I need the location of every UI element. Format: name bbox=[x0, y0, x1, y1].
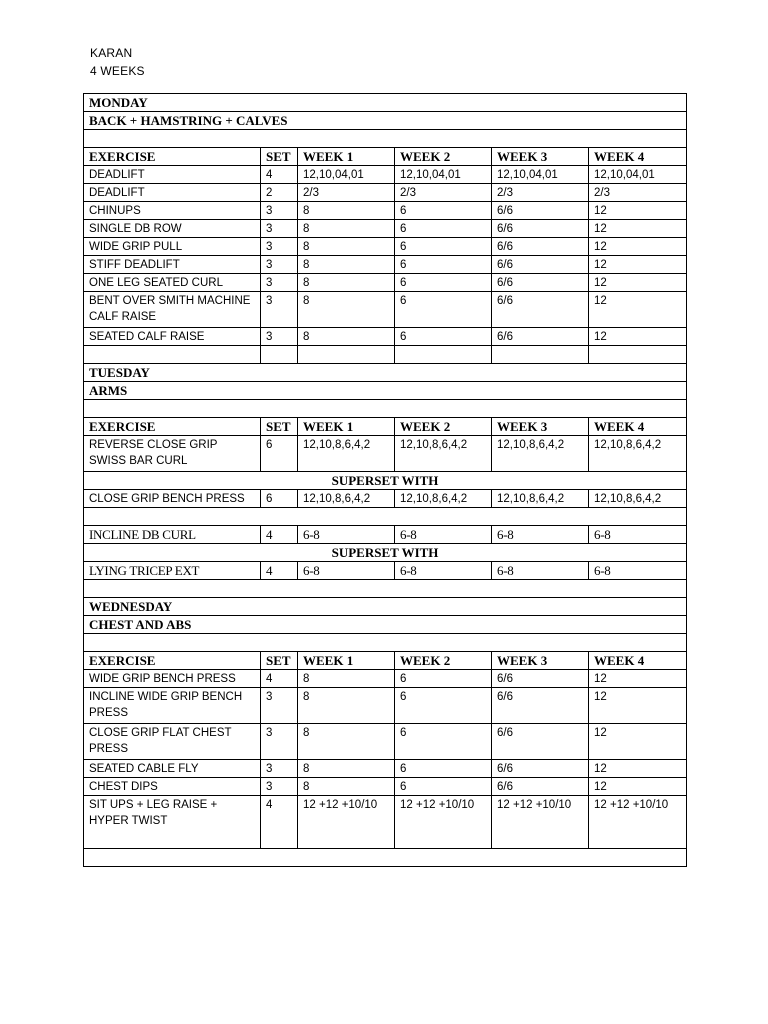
program-duration: 4 WEEKS bbox=[90, 64, 145, 78]
header-week-2: WEEK 2 bbox=[395, 652, 492, 670]
cell-week-4: 12 bbox=[589, 202, 687, 220]
cell-week-1: 12,10,04,01 bbox=[298, 166, 395, 184]
section-title: BACK + HAMSTRING + CALVES bbox=[84, 112, 687, 130]
cell-exercise: DEADLIFT bbox=[84, 166, 261, 184]
cell-week-1: 8 bbox=[298, 238, 395, 256]
cell-set: 3 bbox=[261, 220, 298, 238]
cell-week-1: 8 bbox=[298, 670, 395, 688]
day-section-row bbox=[84, 112, 687, 130]
cell-week-3: 6/6 bbox=[492, 220, 589, 238]
cell-week-2: 6 bbox=[395, 256, 492, 274]
cell-set: 6 bbox=[261, 490, 298, 508]
cell-week-1: 8 bbox=[298, 328, 395, 346]
cell-week-2: 6 bbox=[395, 292, 492, 328]
cell-week-3: 2/3 bbox=[492, 184, 589, 202]
cell-set: 4 bbox=[261, 562, 298, 580]
cell-exercise bbox=[84, 346, 261, 364]
cell-exercise: CHINUPS bbox=[84, 202, 261, 220]
exercise-row bbox=[84, 328, 687, 346]
blank-cell bbox=[84, 634, 687, 652]
exercise-row bbox=[84, 346, 687, 364]
cell-set: 6 bbox=[261, 436, 298, 472]
cell-week-3: 6/6 bbox=[492, 778, 589, 796]
exercise-row bbox=[84, 490, 687, 508]
superset-row bbox=[84, 472, 687, 490]
blank-row bbox=[84, 400, 687, 418]
cell-week-3: 6/6 bbox=[492, 328, 589, 346]
workout-table bbox=[83, 93, 687, 867]
exercise-row bbox=[84, 256, 687, 274]
exercise-row bbox=[84, 220, 687, 238]
blank-row bbox=[84, 849, 687, 867]
cell-week-1: 8 bbox=[298, 220, 395, 238]
cell-week-2: 6 bbox=[395, 274, 492, 292]
cell-set: 3 bbox=[261, 760, 298, 778]
exercise-row bbox=[84, 526, 687, 544]
cell-week-2: 6 bbox=[395, 778, 492, 796]
header-week-1: WEEK 1 bbox=[298, 418, 395, 436]
exercise-row bbox=[84, 436, 687, 472]
cell-week-3: 12,10,8,6,4,2 bbox=[492, 490, 589, 508]
cell-week-1: 12,10,8,6,4,2 bbox=[298, 436, 395, 472]
cell-week-2: 12,10,04,01 bbox=[395, 166, 492, 184]
cell-week-2: 6-8 bbox=[395, 526, 492, 544]
cell-week-1: 8 bbox=[298, 274, 395, 292]
cell-set: 3 bbox=[261, 688, 298, 724]
cell-set: 4 bbox=[261, 796, 298, 849]
cell-week-3: 6/6 bbox=[492, 274, 589, 292]
cell-week-2: 12,10,8,6,4,2 bbox=[395, 436, 492, 472]
cell-exercise: INCLINE WIDE GRIP BENCH PRESS bbox=[84, 688, 261, 724]
cell-week-1: 8 bbox=[298, 778, 395, 796]
header-week-1: WEEK 1 bbox=[298, 652, 395, 670]
cell-week-3: 6/6 bbox=[492, 256, 589, 274]
cell-week-2: 12 +12 +10/10 bbox=[395, 796, 492, 849]
cell-set: 3 bbox=[261, 256, 298, 274]
cell-week-2 bbox=[395, 346, 492, 364]
cell-week-4: 12 bbox=[589, 328, 687, 346]
cell-week-1: 8 bbox=[298, 202, 395, 220]
cell-set: 3 bbox=[261, 274, 298, 292]
cell-week-1: 8 bbox=[298, 256, 395, 274]
cell-week-4 bbox=[589, 346, 687, 364]
section-title: TUESDAY bbox=[84, 364, 687, 382]
cell-week-2: 12,10,8,6,4,2 bbox=[395, 490, 492, 508]
cell-week-3: 12,10,04,01 bbox=[492, 166, 589, 184]
cell-week-4: 2/3 bbox=[589, 184, 687, 202]
blank-cell bbox=[84, 580, 687, 598]
cell-week-4: 6-8 bbox=[589, 526, 687, 544]
cell-week-1: 2/3 bbox=[298, 184, 395, 202]
cell-week-2: 6 bbox=[395, 688, 492, 724]
cell-week-1: 6-8 bbox=[298, 526, 395, 544]
header-week-3: WEEK 3 bbox=[492, 148, 589, 166]
cell-exercise: DEADLIFT bbox=[84, 184, 261, 202]
blank-row bbox=[84, 130, 687, 148]
cell-week-3: 12 +12 +10/10 bbox=[492, 796, 589, 849]
cell-set: 4 bbox=[261, 526, 298, 544]
cell-week-4: 12 bbox=[589, 670, 687, 688]
cell-week-3: 12,10,8,6,4,2 bbox=[492, 436, 589, 472]
cell-exercise: SEATED CALF RAISE bbox=[84, 328, 261, 346]
cell-week-3: 6/6 bbox=[492, 760, 589, 778]
cell-week-4: 12,10,04,01 bbox=[589, 166, 687, 184]
cell-set: 3 bbox=[261, 202, 298, 220]
header-week-3: WEEK 3 bbox=[492, 652, 589, 670]
cell-week-2: 6 bbox=[395, 220, 492, 238]
cell-week-1: 8 bbox=[298, 760, 395, 778]
exercise-row bbox=[84, 238, 687, 256]
cell-exercise: SINGLE DB ROW bbox=[84, 220, 261, 238]
exercise-row bbox=[84, 670, 687, 688]
cell-exercise: SEATED CABLE FLY bbox=[84, 760, 261, 778]
exercise-row bbox=[84, 184, 687, 202]
header-set: SET bbox=[261, 652, 298, 670]
section-title: MONDAY bbox=[84, 94, 687, 112]
superset-label: SUPERSET WITH bbox=[84, 472, 687, 490]
exercise-row bbox=[84, 166, 687, 184]
cell-week-1: 6-8 bbox=[298, 562, 395, 580]
cell-exercise: LYING TRICEP EXT bbox=[84, 562, 261, 580]
day-section-row bbox=[84, 94, 687, 112]
cell-exercise: CHEST DIPS bbox=[84, 778, 261, 796]
cell-week-4: 12 bbox=[589, 292, 687, 328]
header-exercise: EXERCISE bbox=[84, 148, 261, 166]
client-name: KARAN bbox=[90, 46, 133, 60]
cell-week-4: 12 +12 +10/10 bbox=[589, 796, 687, 849]
section-title: CHEST AND ABS bbox=[84, 616, 687, 634]
cell-week-3: 6-8 bbox=[492, 562, 589, 580]
cell-exercise: CLOSE GRIP BENCH PRESS bbox=[84, 490, 261, 508]
day-section-row bbox=[84, 616, 687, 634]
cell-week-4: 12,10,8,6,4,2 bbox=[589, 436, 687, 472]
blank-row bbox=[84, 508, 687, 526]
day-section-row bbox=[84, 382, 687, 400]
cell-week-2: 6 bbox=[395, 670, 492, 688]
cell-exercise: INCLINE DB CURL bbox=[84, 526, 261, 544]
cell-week-2: 6 bbox=[395, 238, 492, 256]
cell-set: 2 bbox=[261, 184, 298, 202]
cell-week-1: 12 +12 +10/10 bbox=[298, 796, 395, 849]
header-week-1: WEEK 1 bbox=[298, 148, 395, 166]
blank-cell bbox=[84, 849, 687, 867]
cell-week-3: 6/6 bbox=[492, 688, 589, 724]
cell-exercise: STIFF DEADLIFT bbox=[84, 256, 261, 274]
cell-exercise: WIDE GRIP PULL bbox=[84, 238, 261, 256]
cell-week-4: 12 bbox=[589, 220, 687, 238]
superset-label: SUPERSET WITH bbox=[84, 544, 687, 562]
cell-week-1: 8 bbox=[298, 292, 395, 328]
cell-set bbox=[261, 346, 298, 364]
cell-week-4: 12 bbox=[589, 778, 687, 796]
exercise-row bbox=[84, 562, 687, 580]
cell-week-4: 12,10,8,6,4,2 bbox=[589, 490, 687, 508]
superset-row bbox=[84, 544, 687, 562]
header-set: SET bbox=[261, 148, 298, 166]
cell-exercise: SIT UPS + LEG RAISE + HYPER TWIST bbox=[84, 796, 261, 849]
cell-set: 3 bbox=[261, 778, 298, 796]
cell-week-1 bbox=[298, 346, 395, 364]
cell-week-2: 6 bbox=[395, 202, 492, 220]
blank-cell bbox=[84, 130, 687, 148]
section-title: WEDNESDAY bbox=[84, 598, 687, 616]
cell-week-4: 12 bbox=[589, 274, 687, 292]
header-exercise: EXERCISE bbox=[84, 418, 261, 436]
cell-week-3 bbox=[492, 346, 589, 364]
cell-week-4: 12 bbox=[589, 256, 687, 274]
header-exercise: EXERCISE bbox=[84, 652, 261, 670]
cell-set: 4 bbox=[261, 670, 298, 688]
exercise-row bbox=[84, 724, 687, 760]
cell-set: 3 bbox=[261, 328, 298, 346]
cell-week-3: 6/6 bbox=[492, 202, 589, 220]
cell-week-2: 6 bbox=[395, 760, 492, 778]
cell-set: 3 bbox=[261, 238, 298, 256]
cell-exercise: CLOSE GRIP FLAT CHEST PRESS bbox=[84, 724, 261, 760]
blank-cell bbox=[84, 508, 687, 526]
cell-week-4: 12 bbox=[589, 238, 687, 256]
blank-row bbox=[84, 580, 687, 598]
column-header-row bbox=[84, 148, 687, 166]
column-header-row bbox=[84, 418, 687, 436]
header-week-4: WEEK 4 bbox=[589, 148, 687, 166]
cell-week-1: 12,10,8,6,4,2 bbox=[298, 490, 395, 508]
cell-set: 3 bbox=[261, 292, 298, 328]
blank-row bbox=[84, 634, 687, 652]
cell-week-4: 6-8 bbox=[589, 562, 687, 580]
blank-cell bbox=[84, 400, 687, 418]
cell-week-2: 6-8 bbox=[395, 562, 492, 580]
cell-week-2: 6 bbox=[395, 724, 492, 760]
cell-week-3: 6-8 bbox=[492, 526, 589, 544]
column-header-row bbox=[84, 652, 687, 670]
day-section-row bbox=[84, 364, 687, 382]
exercise-row bbox=[84, 202, 687, 220]
header-week-2: WEEK 2 bbox=[395, 148, 492, 166]
header-week-2: WEEK 2 bbox=[395, 418, 492, 436]
exercise-row bbox=[84, 274, 687, 292]
exercise-row bbox=[84, 292, 687, 328]
cell-exercise: ONE LEG SEATED CURL bbox=[84, 274, 261, 292]
cell-week-3: 6/6 bbox=[492, 670, 589, 688]
header-week-4: WEEK 4 bbox=[589, 418, 687, 436]
exercise-row bbox=[84, 778, 687, 796]
cell-week-4: 12 bbox=[589, 688, 687, 724]
exercise-row bbox=[84, 688, 687, 724]
cell-week-3: 6/6 bbox=[492, 724, 589, 760]
cell-week-1: 8 bbox=[298, 688, 395, 724]
cell-week-2: 2/3 bbox=[395, 184, 492, 202]
cell-week-4: 12 bbox=[589, 760, 687, 778]
header-week-4: WEEK 4 bbox=[589, 652, 687, 670]
header-week-3: WEEK 3 bbox=[492, 418, 589, 436]
cell-exercise: REVERSE CLOSE GRIP SWISS BAR CURL bbox=[84, 436, 261, 472]
cell-week-1: 8 bbox=[298, 724, 395, 760]
cell-week-3: 6/6 bbox=[492, 292, 589, 328]
cell-exercise: BENT OVER SMITH MACHINE CALF RAISE bbox=[84, 292, 261, 328]
header-set: SET bbox=[261, 418, 298, 436]
section-title: ARMS bbox=[84, 382, 687, 400]
cell-set: 4 bbox=[261, 166, 298, 184]
cell-set: 3 bbox=[261, 724, 298, 760]
cell-exercise: WIDE GRIP BENCH PRESS bbox=[84, 670, 261, 688]
cell-week-2: 6 bbox=[395, 328, 492, 346]
exercise-row bbox=[84, 796, 687, 849]
exercise-row bbox=[84, 760, 687, 778]
cell-week-4: 12 bbox=[589, 724, 687, 760]
day-section-row bbox=[84, 598, 687, 616]
cell-week-3: 6/6 bbox=[492, 238, 589, 256]
